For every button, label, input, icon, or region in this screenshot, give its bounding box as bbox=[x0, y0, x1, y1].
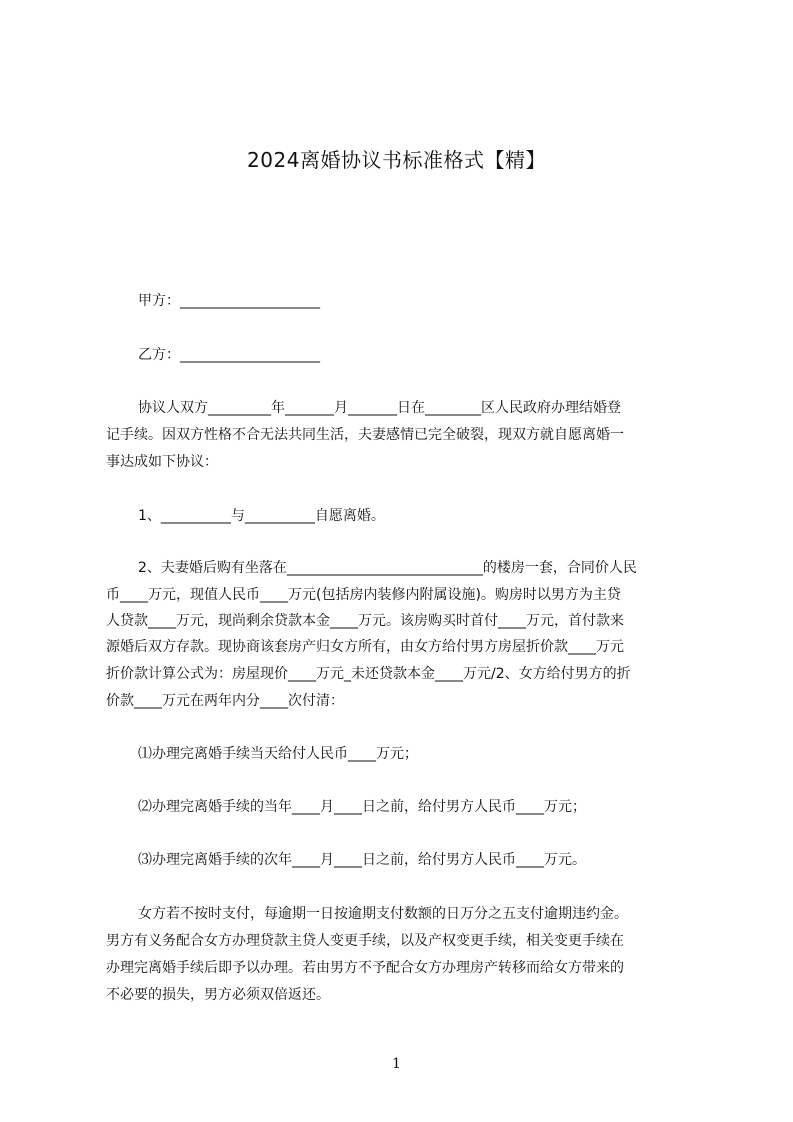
clause-2-line-3: 人贷款____万元，现尚剩余贷款本金____万元。该房购买时首付____万元，首付款来 bbox=[106, 613, 624, 629]
clause-1: 1、__________与__________自愿离婚。 bbox=[138, 508, 385, 524]
closing-line-4: 不必要的损失，男方必须双倍返还。 bbox=[106, 987, 330, 1003]
clause-2-line-5: 折价款计算公式为：房屋现价____万元_未还贷款本金____万元/2、女方给付男方的折 bbox=[106, 666, 631, 682]
payment-item-3: ⑶办理完离婚手续的次年____月____日之前，给付男方人民币____万元。 bbox=[138, 852, 586, 868]
closing-line-3: 办理完离婚手续后即予以办理。若由男方不予配合女方办理房产转移而给女方带来的 bbox=[106, 960, 624, 976]
page-title: 2024离婚协议书标准格式【精】 bbox=[247, 148, 546, 172]
page-number: 1 bbox=[392, 1056, 401, 1072]
party-a-line: 甲方：____________________ bbox=[138, 293, 320, 309]
party-b-line: 乙方：____________________ bbox=[138, 347, 320, 363]
closing-line-1: 女方若不按时支付，每逾期一日按逾期支付数额的日万分之五支付逾期违约金。 bbox=[138, 906, 628, 922]
closing-line-2: 男方有义务配合女方办理贷款主贷人变更手续，以及产权变更手续，相关变更手续在 bbox=[106, 933, 624, 949]
clause-2-line-4: 源婚后双方存款。现协商该套房产归女方所有，由女方给付男方房屋折价款____万元 bbox=[106, 639, 624, 655]
intro-line-1: 协议人双方_________年_______月_______日在________区人民政府办理结婚登 bbox=[138, 400, 621, 416]
clause-2-line-1: 2、夫妻婚后购有坐落在____________________________的楼房一套，合同价人民 bbox=[138, 560, 637, 576]
payment-item-1: ⑴办理完离婚手续当天给付人民币____万元； bbox=[138, 746, 418, 762]
intro-line-2: 记手续。因双方性格不合无法共同生活，夫妻感情已完全破裂，现双方就自愿离婚一 bbox=[106, 427, 624, 443]
clause-2-line-6: 价款____万元在两年内分____次付清： bbox=[106, 693, 344, 709]
clause-2-line-2: 币____万元，现值人民币____万元(包括房内装修内附属设施)。购房时以男方为主贷 bbox=[106, 587, 621, 603]
intro-line-3: 事达成如下协议： bbox=[106, 454, 218, 470]
payment-item-2: ⑵办理完离婚手续的当年____月____日之前，给付男方人民币____万元； bbox=[138, 799, 586, 815]
